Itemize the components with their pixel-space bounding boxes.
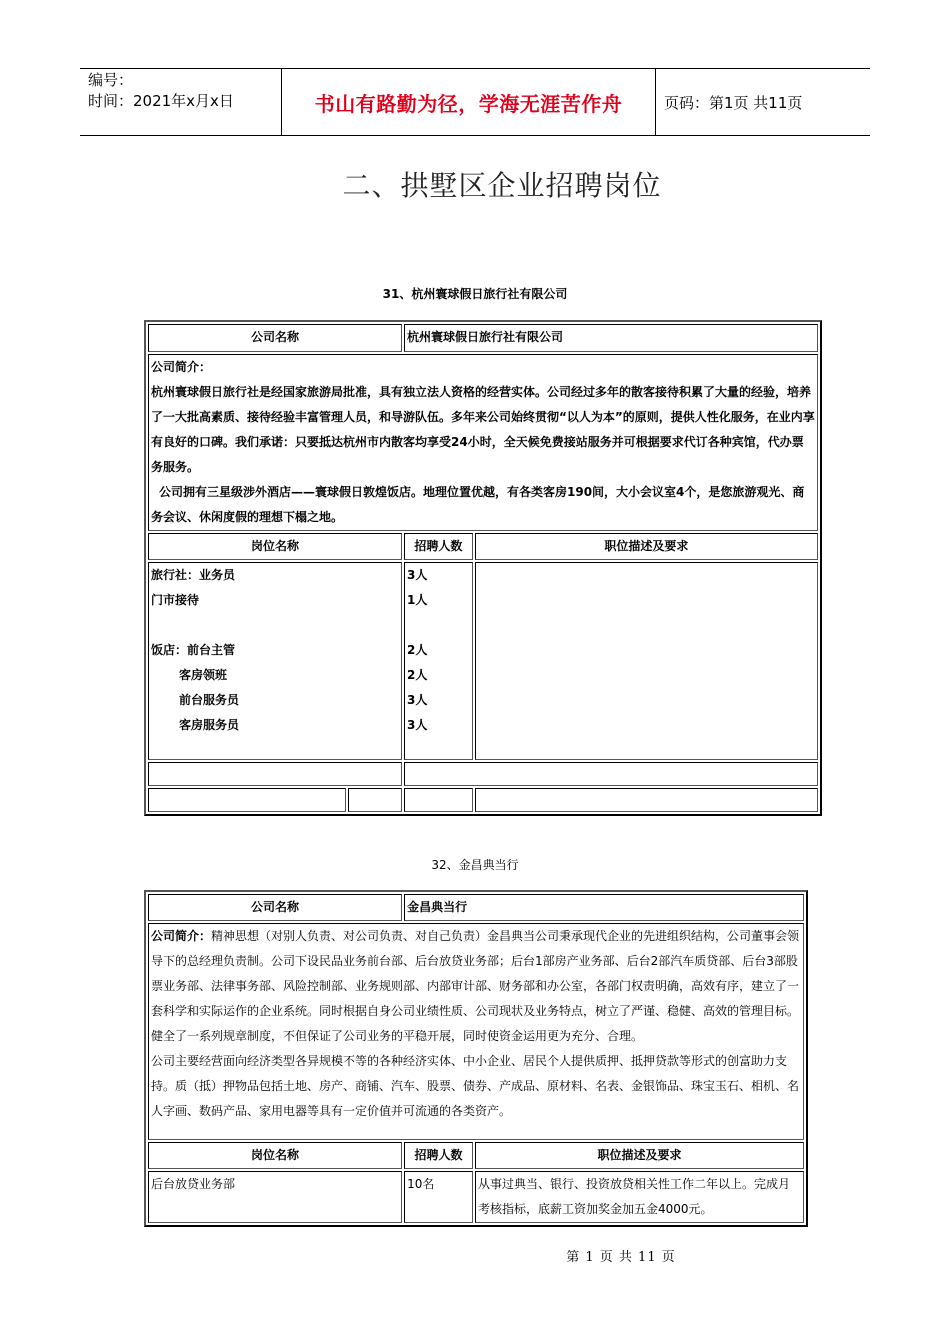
position-names: [148, 562, 402, 760]
position-count-blank: [407, 613, 470, 638]
company-name-value: 杭州寰球假日旅行社有限公司: [404, 324, 818, 352]
position-name: 客房领班: [179, 668, 228, 682]
col-headcount: 招聘人数: [404, 1142, 473, 1169]
company-intro: [148, 354, 818, 531]
page-header: [80, 68, 870, 136]
position-description: 从事过典当、银行、投资放贷相关性工作二年以上。完成月考核指标，底薪工资加奖金加五金4000元。: [475, 1171, 804, 1223]
position-name: 门市接待: [151, 593, 200, 607]
intro-label: 公司简介：: [151, 929, 212, 943]
position-count: 2人: [407, 668, 428, 682]
position-count: 3人: [407, 568, 428, 582]
col-position-name: 岗位名称: [148, 533, 402, 560]
empty-cell: [148, 788, 346, 812]
header-page-info: 页码：第1页 共11页: [664, 93, 803, 112]
doc-number-label: 编号：: [88, 71, 134, 89]
company1-table: [144, 320, 822, 816]
empty-cell: [148, 762, 402, 786]
positions-header-row: [148, 533, 818, 560]
page-title: 二、拱墅区企业招聘岗位: [342, 169, 662, 202]
position-name-blank: [151, 613, 399, 638]
company-name-label: 公司名称: [148, 894, 402, 921]
company-name-label: 公司名称: [148, 324, 402, 352]
company-name-row: [148, 894, 804, 921]
empty-cell: [475, 788, 818, 812]
position-count: 3人: [407, 693, 428, 707]
page-footer: 第 1 页 共 11 页: [566, 1250, 676, 1265]
intro-paragraph-2: 公司主要经营面向经济类型各异规模不等的各种经济实体、中小企业、居民个人提供质押、抵押贷款等形式的创富助力支持。质（抵）押物品包括土地、房产、商铺、汽车、股票、债券、产成品、原材料、名表、金银饰品、珠宝玉石、相机、名人字画、数码产品、家用电器等具有一定价值并可流通的各类资产。: [151, 1054, 800, 1118]
col-position-name: 岗位名称: [148, 1142, 402, 1169]
position-count: 1人: [407, 593, 428, 607]
position-name: 旅行社：业务员: [151, 568, 236, 582]
position-counts: [404, 562, 473, 760]
company-name-row: [148, 324, 818, 352]
empty-cell: [348, 788, 402, 812]
position-name: 后台放贷业务部: [148, 1171, 402, 1223]
empty-row: [148, 762, 818, 786]
intro-paragraph-2: 公司拥有三星级涉外酒店——寰球假日敦煌饭店。地理位置优越，有各类客房190间，大小会议室4个，是您旅游观光、商务会议、休闲度假的理想下榻之地。: [151, 485, 805, 524]
empty-cell: [404, 762, 818, 786]
intro-paragraph-1: [151, 924, 801, 1049]
company-intro-row: [148, 923, 804, 1140]
intro-label: 公司简介：: [151, 360, 212, 374]
col-headcount: 招聘人数: [404, 533, 473, 560]
empty-cell: [404, 788, 473, 812]
col-description: 职位描述及要求: [475, 533, 818, 560]
company-name-value: 金昌典当行: [404, 894, 804, 921]
col-description: 职位描述及要求: [475, 1142, 804, 1169]
position-description: [475, 562, 818, 760]
time-label: 时间：2021年x月x日: [88, 92, 234, 110]
intro-text-1: 精神思想（对别人负责、对公司负责、对自己负责）金昌典当公司秉承现代企业的先进组织结构，公司董事会领导下的总经理负责制。公司下设民品业务前台部、后台放贷业务部；后台1部房产业务部、后台2部汽车质贷部、后台3部股票业务部、法律事务部、风险控制部、业务规则部、内部审计部、财务部和办公室，各部门权责明确，高效有序，建立了一套科学和实际运作的企业系统。同时根据自身公司业绩性质、公司现状及业务特点，树立了严谨、稳健、高效的管理目标。健全了一系列规章制度，不但保证了公司业务的平稳开展，同时使资金运用更为充分、合理。: [151, 929, 800, 1043]
header-left: [80, 69, 282, 135]
company-intro-row: [148, 354, 818, 531]
position-name: 饭店：前台主管: [151, 643, 236, 657]
position-name: 客房服务员: [179, 718, 240, 732]
positions-header-row: [148, 1142, 804, 1169]
position-count: 2人: [407, 643, 428, 657]
position-name: 前台服务员: [179, 693, 240, 707]
position-count: 10名: [404, 1171, 473, 1223]
company2-heading: 32、金昌典当行: [431, 858, 519, 872]
intro-paragraph-1: 杭州寰球假日旅行社是经国家旅游局批准，具有独立法人资格的经营实体。公司经过多年的散客接待积累了大量的经验，培养了一大批高素质、接待经验丰富管理人员，和导游队伍。多年来公司始终贯彻“以人为本”的原则，提供人性化服务，在业内享有良好的口碑。我们承诺：只要抵达杭州市内散客均享受24小时，全天候免费接站服务并可根据要求代订各种宾馆，代办票务服务。: [151, 385, 815, 474]
company-intro: [148, 923, 804, 1140]
position-count: 3人: [407, 718, 428, 732]
position-row: [148, 1171, 804, 1223]
positions-row: [148, 562, 818, 760]
company2-table: [144, 890, 808, 1227]
company1-heading: 31、杭州寰球假日旅行社有限公司: [382, 287, 568, 301]
empty-row: [148, 788, 818, 812]
header-motto: 书山有路勤为径，学海无涯苦作舟: [282, 69, 656, 135]
